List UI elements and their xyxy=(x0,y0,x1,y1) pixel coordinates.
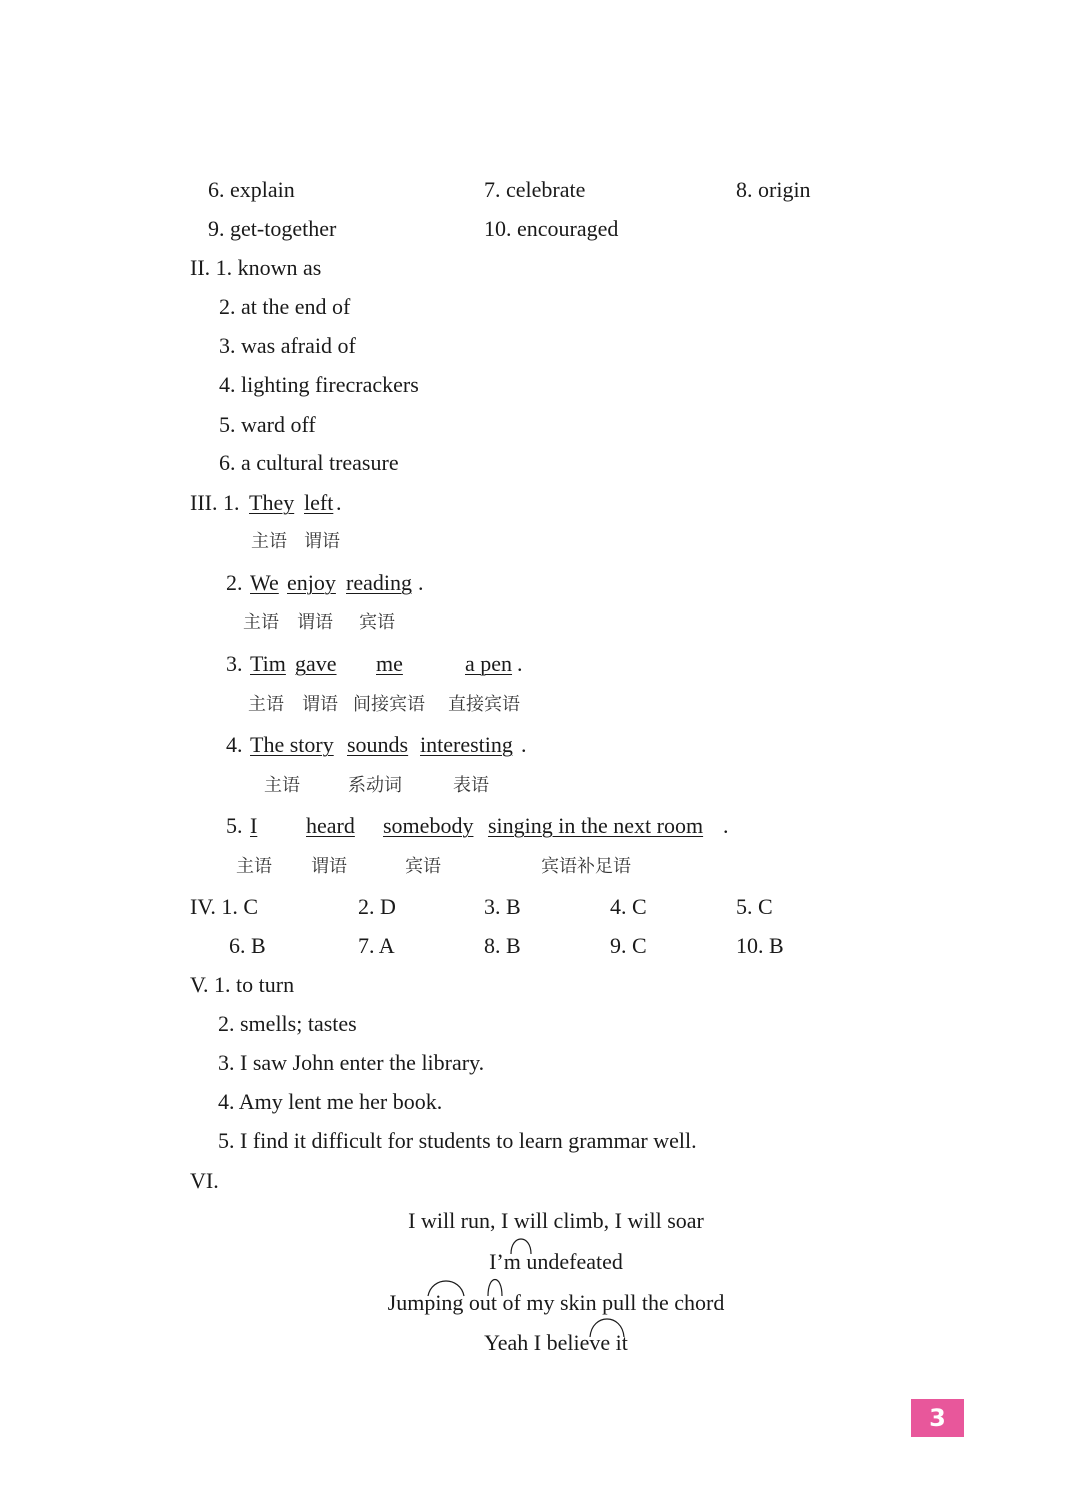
lyric-line-4: Yeah I believe it xyxy=(484,1330,628,1355)
s1-label-predicate: 谓语 xyxy=(304,531,340,552)
answer-ii-2: 2. at the end of xyxy=(219,294,351,319)
answer-iv-7: 7. A xyxy=(358,933,395,958)
s2-label-predicate: 谓语 xyxy=(297,612,333,633)
s4-predicative: interesting xyxy=(420,732,513,757)
s2-label-subject: 主语 xyxy=(243,612,279,633)
s5-label-subject: 主语 xyxy=(236,856,272,877)
section-v-header: V. 1. to turn xyxy=(190,972,295,997)
answer-i-7: 7. celebrate xyxy=(484,177,586,202)
s3-label-direct-object: 直接宾语 xyxy=(448,694,520,715)
answer-ii-3: 3. was afraid of xyxy=(219,333,356,358)
s3-label-indirect-object: 间接宾语 xyxy=(353,694,425,715)
section-iii-num-3: 3. xyxy=(226,651,243,676)
s1-predicate: left xyxy=(304,490,334,515)
answer-v-4: 4. Amy lent me her book. xyxy=(218,1089,443,1114)
s4-label-linking-verb: 系动词 xyxy=(348,775,402,796)
s5-label-object-complement: 宾语补足语 xyxy=(541,856,631,877)
lyric-line-2: I’m undefeated xyxy=(489,1249,623,1274)
answer-ii-6: 6. a cultural treasure xyxy=(219,450,399,475)
s4-label-predicative: 表语 xyxy=(453,775,489,796)
s3-period: . xyxy=(517,651,523,676)
answer-iv-5: 5. C xyxy=(736,894,773,919)
s5-object: somebody xyxy=(383,813,474,838)
section-iii-num-5: 5. xyxy=(226,813,243,838)
answer-iv-4: 4. C xyxy=(610,894,647,919)
answer-i-8: 8. origin xyxy=(736,177,811,202)
s4-label-subject: 主语 xyxy=(264,775,300,796)
answer-v-2: 2. smells; tastes xyxy=(218,1011,357,1036)
s3-label-subject: 主语 xyxy=(248,694,284,715)
s2-subject: We xyxy=(250,570,279,595)
section-vi-header: VI. xyxy=(190,1168,219,1193)
s4-period: . xyxy=(521,732,527,757)
lyric-line-3: Jumping out of my skin pull the chord xyxy=(387,1290,725,1315)
section-iii-num-4: 4. xyxy=(226,732,243,757)
answer-iv-10: 10. B xyxy=(736,933,784,958)
s2-period: . xyxy=(418,570,424,595)
s5-label-object: 宾语 xyxy=(405,856,441,877)
s3-direct-object: a pen xyxy=(465,651,513,676)
answer-iv-2: 2. D xyxy=(358,894,396,919)
s5-subject: I xyxy=(250,813,258,838)
s4-subject: The story xyxy=(250,732,334,757)
s1-subject: They xyxy=(249,490,295,515)
s5-object-complement: singing in the next room xyxy=(488,813,704,838)
answer-iv-3: 3. B xyxy=(484,894,521,919)
section-iii-num-2: 2. xyxy=(226,570,243,595)
s2-label-object: 宾语 xyxy=(359,612,395,633)
s3-subject: Tim xyxy=(250,651,286,676)
answer-v-5: 5. I find it difficult for students to learn grammar well. xyxy=(218,1128,697,1153)
s3-label-predicate: 谓语 xyxy=(302,694,338,715)
s2-predicate: enjoy xyxy=(287,570,336,595)
answer-ii-4: 4. lighting firecrackers xyxy=(219,372,419,397)
s5-predicate: heard xyxy=(306,813,355,838)
s2-object: reading xyxy=(346,570,412,595)
answer-iv-1: IV. 1. C xyxy=(190,894,259,919)
answer-iv-8: 8. B xyxy=(484,933,521,958)
section-ii-header: II. 1. known as xyxy=(190,255,322,280)
s1-period: . xyxy=(336,490,342,515)
s4-linking-verb: sounds xyxy=(347,732,409,757)
answer-i-10: 10. encouraged xyxy=(484,216,619,241)
page-number-badge: 3 xyxy=(911,1399,964,1437)
answer-v-3: 3. I saw John enter the library. xyxy=(218,1050,485,1075)
answer-i-6: 6. explain xyxy=(208,177,295,202)
s5-period: . xyxy=(723,813,729,838)
section-iii-num-1: III. 1. xyxy=(190,490,240,515)
answer-ii-5: 5. ward off xyxy=(219,412,316,437)
s1-label-subject: 主语 xyxy=(251,531,287,552)
s3-indirect-object: me xyxy=(376,651,403,676)
s5-label-predicate: 谓语 xyxy=(311,856,347,877)
answer-iv-9: 9. C xyxy=(610,933,647,958)
s3-predicate: gave xyxy=(295,651,337,676)
answer-i-9: 9. get-together xyxy=(208,216,337,241)
lyric-line-1: I will run, I will climb, I will soar xyxy=(408,1208,704,1233)
answer-iv-6: 6. B xyxy=(229,933,266,958)
